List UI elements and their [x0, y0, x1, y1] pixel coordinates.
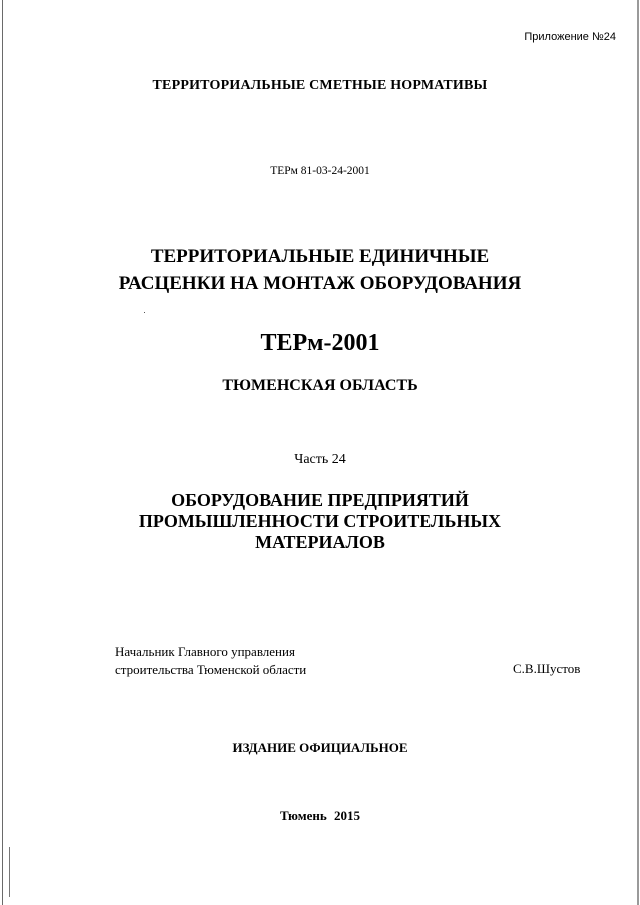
- region: ТЮМЕНСКАЯ ОБЛАСТЬ: [222, 377, 418, 394]
- main-title-line-2: РАСЦЕНКИ НА МОНТАЖ ОБОРУДОВАНИЯ: [118, 273, 522, 294]
- part-title-line-3: МАТЕРИАЛОВ: [255, 532, 385, 552]
- scan-corner-mark: [0, 847, 10, 897]
- part-title-line-1: ОБОРУДОВАНИЕ ПРЕДПРИЯТИЙ: [171, 490, 469, 510]
- main-title-line-1: ТЕРРИТОРИАЛЬНЫЕ ЕДИНИЧНЫЕ: [150, 246, 490, 267]
- main-title: [0, 243, 640, 297]
- place-and-year: Тюмень 2015: [279, 808, 361, 823]
- signatory-line-2: строительства Тюменской области: [115, 662, 307, 677]
- appendix-label: Приложение №24: [524, 31, 616, 43]
- part-title: [0, 490, 640, 553]
- scan-speck: [144, 312, 145, 313]
- edition-label: ИЗДАНИЕ ОФИЦИАЛЬНОЕ: [232, 740, 408, 755]
- signatory-position: [115, 643, 306, 679]
- header-title: ТЕРРИТОРИАЛЬНЫЕ СМЕТНЫЕ НОРМАТИВЫ: [152, 78, 488, 93]
- part-number: Часть 24: [294, 452, 346, 467]
- document-code: ТЕРм 81-03-24-2001: [270, 165, 370, 177]
- signatory-line-1: Начальник Главного управления: [115, 644, 295, 659]
- short-name: ТЕРм-2001: [260, 330, 380, 356]
- part-title-line-2: ПРОМЫШЛЕННОСТИ СТРОИТЕЛЬНЫХ: [138, 511, 502, 531]
- signatory-name: С.В.Шустов: [513, 661, 581, 676]
